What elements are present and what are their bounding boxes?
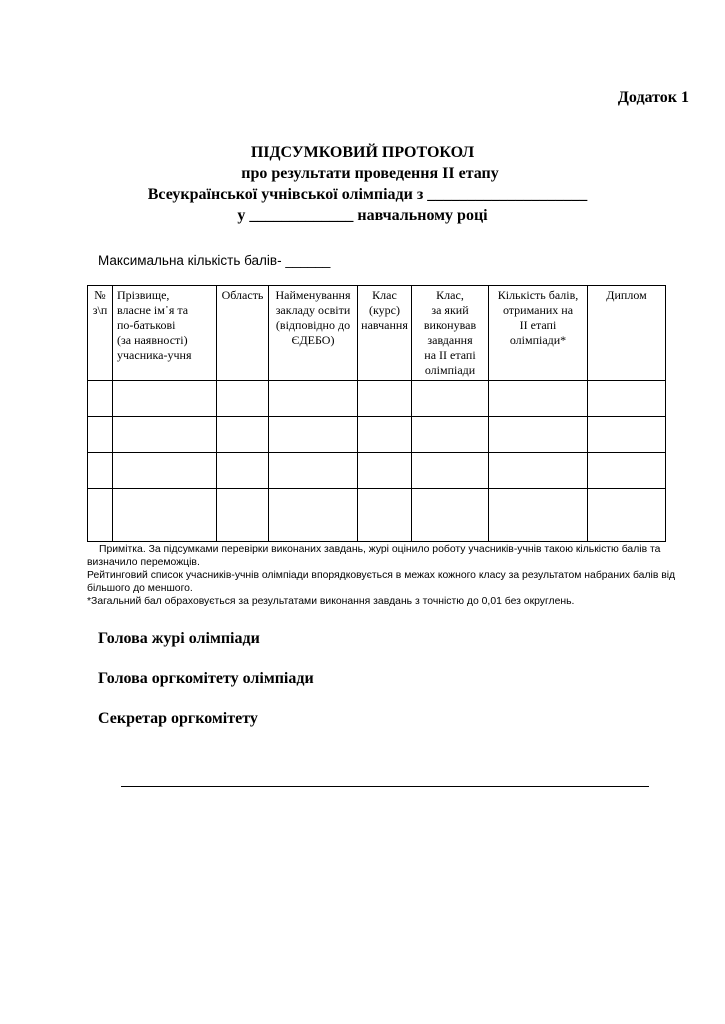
header-text-line: виконував: [423, 318, 477, 332]
table-cell[interactable]: [412, 381, 489, 417]
bottom-rule: [121, 786, 649, 787]
table-cell[interactable]: [412, 417, 489, 453]
table-cell[interactable]: [217, 417, 269, 453]
title-line-2: про результати проведення ІІ етапу: [241, 165, 499, 182]
header-text-line: ІІ етапі: [519, 318, 557, 332]
table-header-cell: [358, 286, 412, 381]
table-cell[interactable]: [358, 489, 412, 542]
note-ranking: Рейтинговий список учасників-учнів олімпіади впорядковується в межах кожного класу за результатом набраних балів від більшого до меншого.: [87, 570, 676, 594]
table-cell[interactable]: [588, 417, 666, 453]
title-block: [0, 142, 725, 226]
signature-jury-head: Голова журі олімпіади: [98, 630, 260, 647]
notes: [87, 543, 677, 608]
table-cell[interactable]: [358, 453, 412, 489]
table-header-row: [88, 286, 666, 381]
table-cell[interactable]: [269, 489, 358, 542]
table-cell[interactable]: [588, 453, 666, 489]
table-cell[interactable]: [88, 381, 113, 417]
table-cell[interactable]: [588, 381, 666, 417]
signature-secretary: Секретар оргкомітету: [98, 710, 258, 727]
table-cell[interactable]: [358, 417, 412, 453]
header-text-line: отриманих на: [502, 303, 574, 317]
table-cell[interactable]: [217, 453, 269, 489]
table-cell[interactable]: [113, 417, 217, 453]
table-cell[interactable]: [269, 453, 358, 489]
header-text-line: (за наявності): [117, 333, 188, 347]
header-text-line: завдання: [427, 333, 473, 347]
table-header-cell: [412, 286, 489, 381]
header-text-line: Клас: [372, 288, 397, 302]
appendix-label: Додаток 1: [617, 89, 689, 106]
table-header-cell: [489, 286, 588, 381]
table-header-cell: [113, 286, 217, 381]
title-line-3: Всеукраїнської учнівської олімпіади з ____________________: [147, 186, 588, 203]
table-row: [88, 489, 666, 542]
note-summary: Примітка. За підсумками перевірки виконаних завдань, журі оцінило роботу учасників-учнів такою кількістю балів та визначило переможців.: [87, 544, 661, 568]
header-text-line: Прізвище,: [117, 288, 170, 302]
header-text-line: №: [94, 288, 106, 302]
table-cell[interactable]: [489, 381, 588, 417]
table-cell[interactable]: [489, 417, 588, 453]
protocol-table: [87, 285, 666, 542]
table-cell[interactable]: [358, 381, 412, 417]
table-cell[interactable]: [269, 381, 358, 417]
header-text-line: по-батькові: [117, 318, 176, 332]
table-header-cell: [88, 286, 113, 381]
table-cell[interactable]: [113, 381, 217, 417]
table-cell[interactable]: [489, 453, 588, 489]
table-cell[interactable]: [412, 489, 489, 542]
header-text-line: за який: [431, 303, 469, 317]
table-cell[interactable]: [113, 489, 217, 542]
header-text-line: з\п: [92, 303, 108, 317]
header-text-line: закладу освіти: [275, 303, 351, 317]
table-cell[interactable]: [217, 381, 269, 417]
table-cell[interactable]: [217, 489, 269, 542]
header-text-line: Клас,: [436, 288, 464, 302]
table-cell[interactable]: [88, 453, 113, 489]
table-header-cell: [588, 286, 666, 381]
header-text-line: ЄДЕБО): [291, 333, 335, 347]
header-text-line: учасника-учня: [117, 348, 192, 362]
table-cell[interactable]: [88, 489, 113, 542]
table-cell[interactable]: [88, 417, 113, 453]
header-text-line: навчання: [361, 318, 408, 332]
table-header-cell: [217, 286, 269, 381]
header-text-line: Диплом: [606, 288, 647, 302]
header-text-line: олімпіади*: [509, 333, 567, 347]
table-cell[interactable]: [588, 489, 666, 542]
header-text-line: Найменування: [275, 288, 351, 302]
table-header-cell: [269, 286, 358, 381]
title-line-1: ПІДСУМКОВИЙ ПРОТОКОЛ: [250, 144, 475, 161]
table-cell[interactable]: [412, 453, 489, 489]
max-score-line: Максимальна кількість балів- ______: [98, 253, 331, 268]
table-row: [88, 417, 666, 453]
table-cell[interactable]: [489, 489, 588, 542]
signature-committee-head: Голова оргкомітету олімпіади: [98, 670, 314, 687]
table-cell[interactable]: [113, 453, 217, 489]
header-text-line: олімпіади: [424, 363, 476, 377]
note-score-precision: *Загальний бал обраховується за результатами виконання завдань з точністю до 0,01 без округлень.: [87, 596, 575, 607]
header-text-line: (курс): [369, 303, 400, 317]
header-text-line: Область: [221, 288, 264, 302]
table-row: [88, 381, 666, 417]
header-text-line: власне ім᾽я та: [117, 303, 189, 317]
header-text-line: на ІІ етапі: [424, 348, 476, 362]
table-row: [88, 453, 666, 489]
header-text-line: Кількість балів,: [497, 288, 579, 302]
table-cell[interactable]: [269, 417, 358, 453]
header-text-line: (відповідно до: [275, 318, 351, 332]
title-line-4: у _____________ навчальному році: [237, 207, 488, 224]
